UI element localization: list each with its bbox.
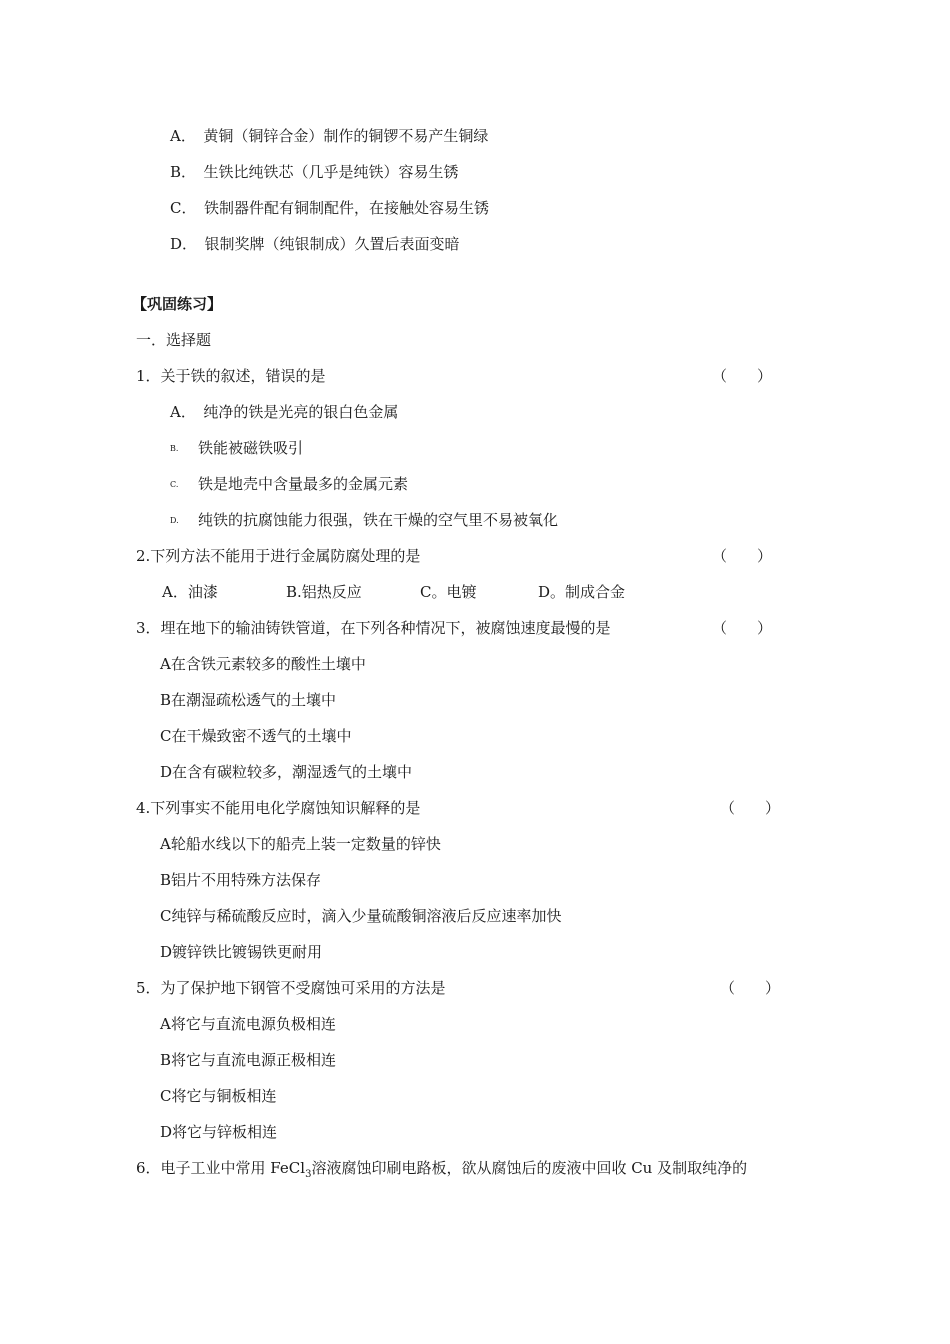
q5-option-d: D将它与锌板相连: [160, 1123, 278, 1141]
q6-stem-pre: 6．电子工业中常用 FeCl: [136, 1159, 306, 1177]
q1-option-b: [170, 438, 303, 459]
q3-option-a: A在含铁元素较多的酸性土壤中: [160, 655, 366, 673]
q4-option-d: D镀锌铁比镀锡铁更耐用: [160, 943, 323, 961]
q5-option-b: B将它与直流电源正极相连: [160, 1051, 337, 1069]
q5-answer-paren: （ ）: [720, 979, 781, 997]
q2-stem: 2.下列方法不能用于进行金属防腐处理的是: [136, 547, 421, 565]
q3-option-b: B在潮湿疏松透气的土壤中: [160, 691, 337, 709]
section-title: 【巩固练习】: [132, 295, 223, 313]
q1-option-c-text: 铁是地壳中含量最多的金属元素: [198, 475, 409, 493]
q2-option-a: A．油漆: [162, 583, 218, 601]
q2-option-c: C。电镀: [420, 583, 477, 601]
q6-stem: [136, 1158, 747, 1185]
q1-answer-paren: （ ）: [712, 367, 773, 385]
q4-option-c: C纯锌与稀硫酸反应时，滴入少量硫酸铜溶液后反应速率加快: [160, 907, 562, 925]
q4-option-a: A轮船水线以下的船壳上装一定数量的锌快: [160, 835, 441, 853]
q5-option-c: C将它与铜板相连: [160, 1087, 277, 1105]
q5-stem: 5．为了保护地下钢管不受腐蚀可采用的方法是: [136, 979, 446, 997]
q1-option-c: [170, 474, 408, 495]
q3-option-c: C在干燥致密不透气的土壤中: [160, 727, 352, 745]
q3-answer-paren: （ ）: [712, 619, 773, 637]
q1-option-d-letter: D.: [170, 516, 179, 525]
q1-option-d-text: 纯铁的抗腐蚀能力很强，铁在干燥的空气里不易被氧化: [198, 511, 559, 529]
q1-option-c-letter: C.: [170, 480, 179, 489]
q2-option-d: D。制成合金: [538, 583, 626, 601]
q1-option-d: [170, 510, 558, 531]
q2-answer-paren: （ ）: [712, 547, 773, 565]
intro-option-c: C． 铁制器件配有铜制配件，在接触处容易生锈: [170, 199, 489, 217]
intro-option-b: B． 生铁比纯铁芯（几乎是纯铁）容易生锈: [170, 163, 459, 181]
q1-option-b-text: 铁能被磁铁吸引: [198, 439, 304, 457]
intro-option-d: D． 银制奖牌（纯银制成）久置后表面变暗: [170, 235, 460, 253]
q6-stem-post: 溶液腐蚀印刷电路板，欲从腐蚀后的废液中回收 Cu 及制取纯净的: [311, 1159, 748, 1177]
q3-option-d: D在含有碳粒较多，潮湿透气的土壤中: [160, 763, 413, 781]
part-title: 一．选择题: [136, 331, 212, 349]
q4-option-b: B铝片不用特殊方法保存: [160, 871, 322, 889]
q4-answer-paren: （ ）: [720, 799, 781, 817]
q5-option-a: A将它与直流电源负极相连: [160, 1015, 336, 1033]
q6-stem-sub: 3: [305, 1169, 312, 1180]
q1-option-a: A． 纯净的铁是光亮的银白色金属: [170, 403, 399, 421]
intro-option-a: A． 黄铜（铜锌合金）制作的铜锣不易产生铜绿: [170, 127, 489, 145]
q3-stem: 3．埋在地下的输油铸铁管道，在下列各种情况下，被腐蚀速度最慢的是: [136, 619, 611, 637]
q1-option-b-letter: B.: [170, 444, 179, 453]
q1-stem: 1．关于铁的叙述，错误的是: [136, 367, 326, 385]
q4-stem: 4.下列事实不能用电化学腐蚀知识解释的是: [136, 799, 421, 817]
q2-option-b: B.铝热反应: [286, 583, 362, 601]
